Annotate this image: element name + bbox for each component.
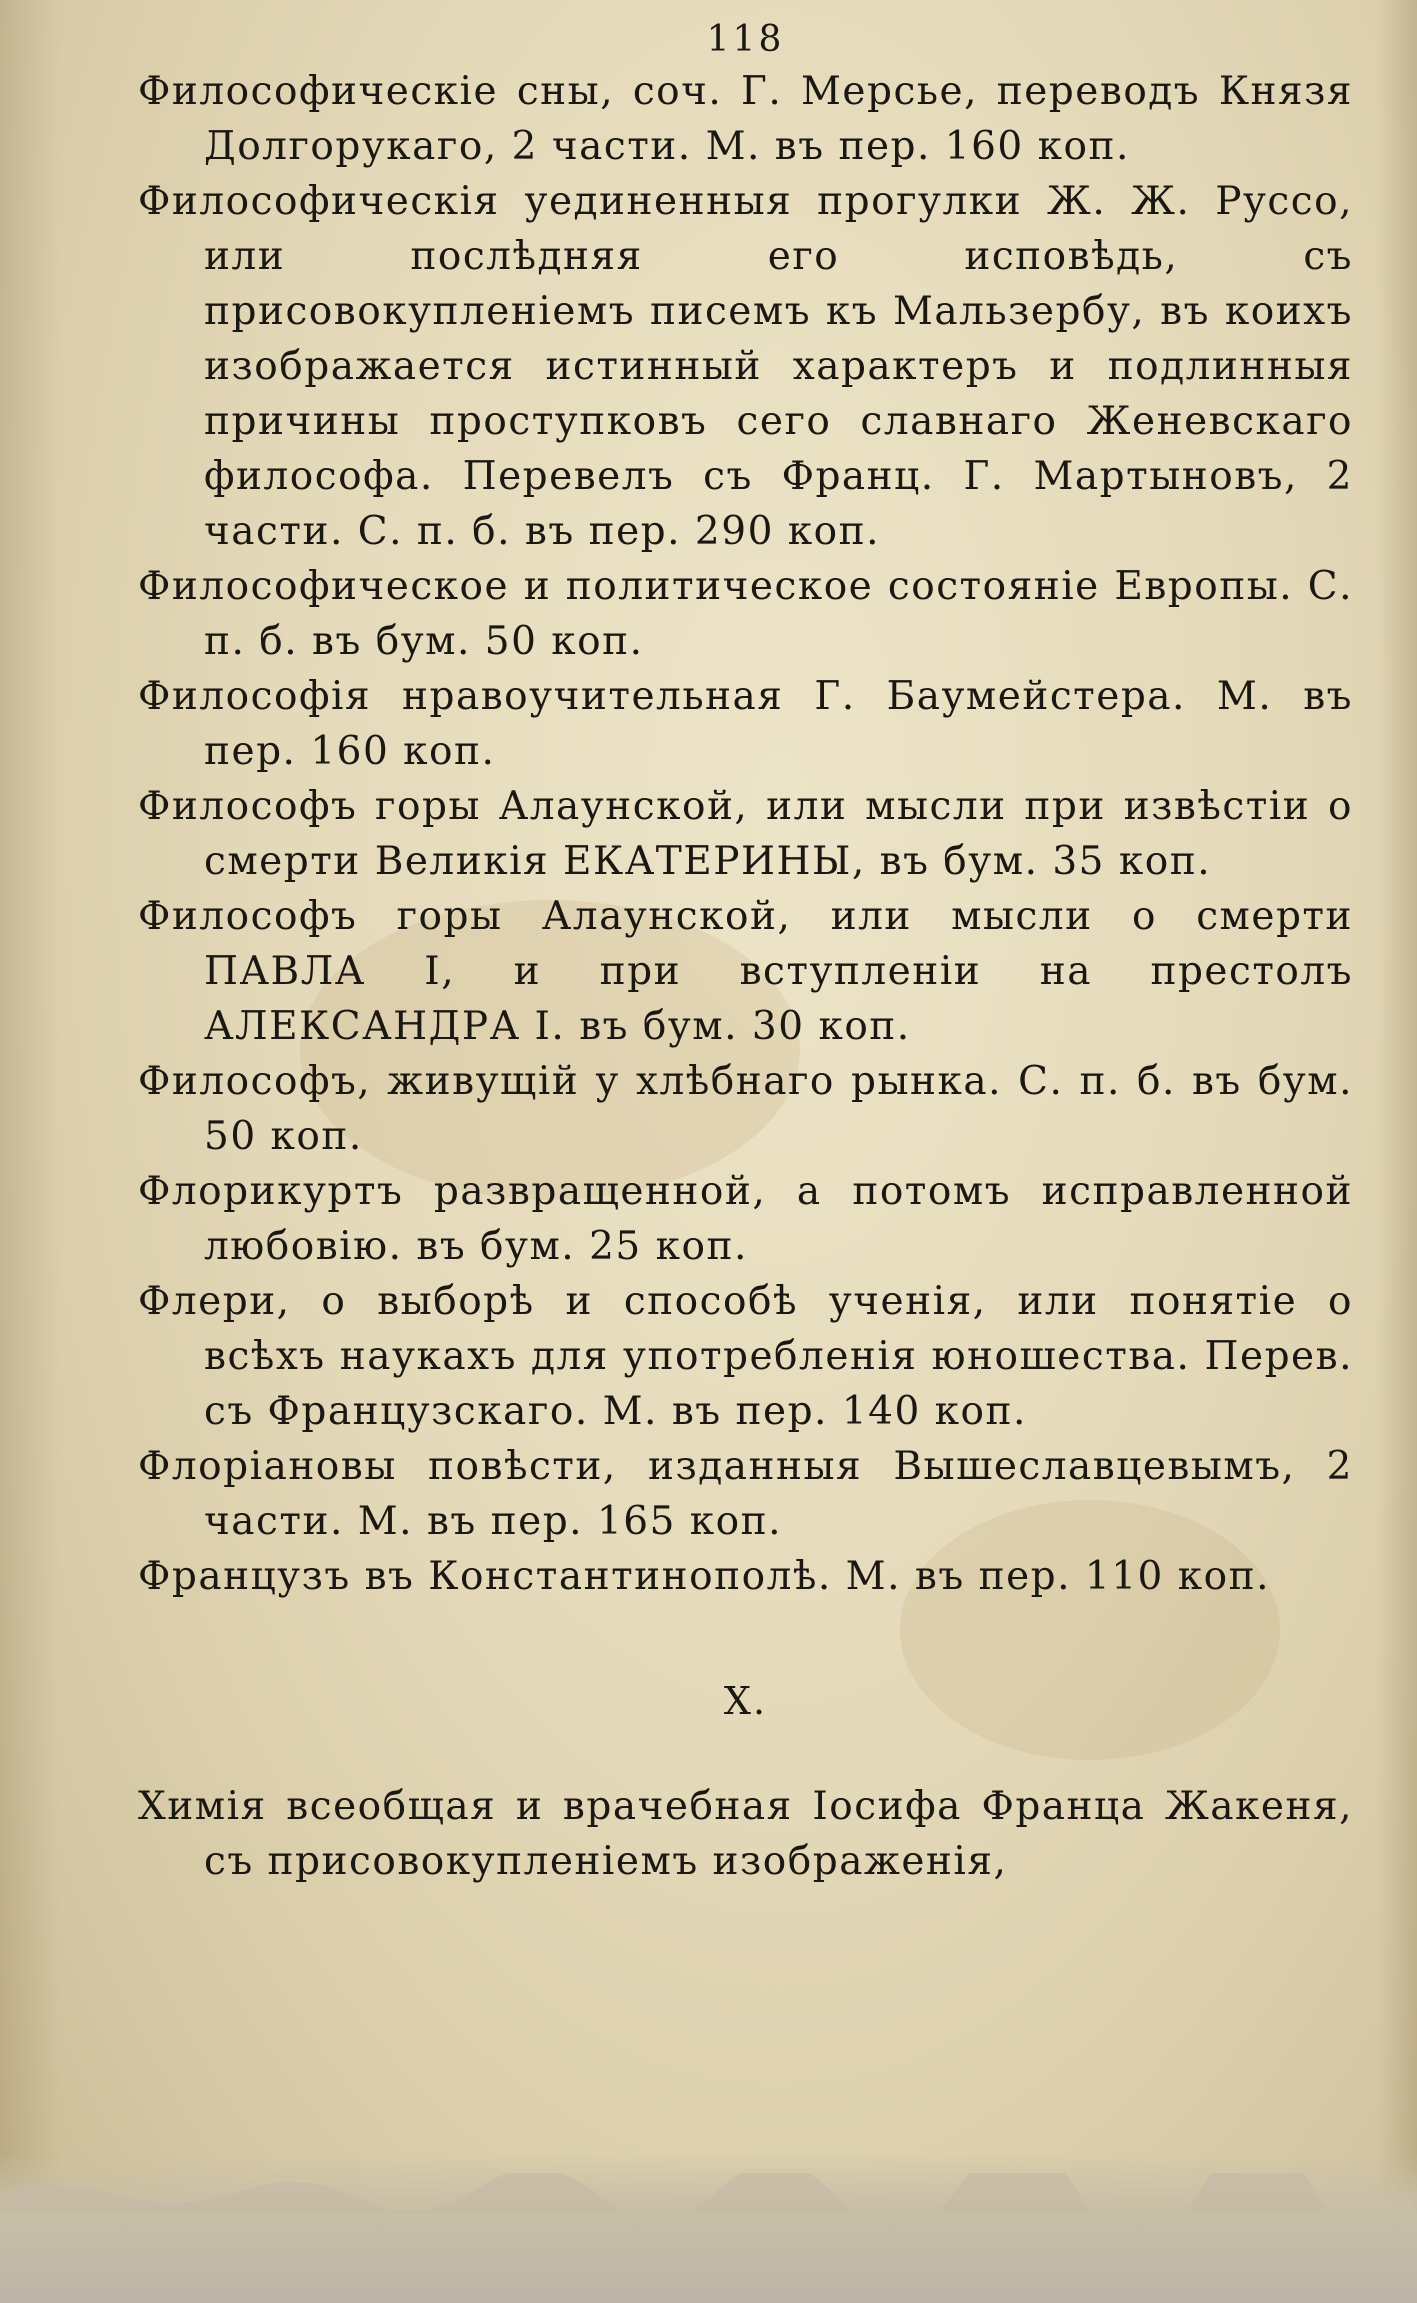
- catalog-entry: Философія нравоучительная Г. Баумейстера. М. въ пер. 160 коп.: [138, 674, 1353, 774]
- catalog-entry: Философическое и политическое состояніе Европы. С. п. б. въ бум. 50 коп.: [138, 564, 1353, 664]
- catalog-entry: Философическія уединенныя прогулки Ж. Ж. Руссо, или послѣдняя его исповѣдь, съ присовокупленіемъ писемъ къ Мальзербу, въ коихъ изображается истинный характеръ и подлинныя причины проступковъ сего славнаго Женевскаго философа. Перевелъ съ Франц. Г. Мартыновъ, 2 части. С. п. б. въ пер. 290 коп.: [138, 179, 1353, 554]
- catalog-entry: Философъ горы Алаунской, или мысли о смерти ПАВЛА I, и при вступленіи на престолъ АЛЕКСАНДРА I. въ бум. 30 коп.: [138, 894, 1353, 1049]
- page-number: 118: [706, 19, 785, 60]
- catalog-entry: Химія всеобщая и врачебная Іосифа Франца Жакеня, съ присовокупленіемъ изображенія,: [138, 1784, 1353, 1884]
- page-shadow-left: [0, 0, 60, 2303]
- catalog-entry: Философъ, живущій у хлѣбнаго рынка. С. п. б. въ бум. 50 коп.: [138, 1059, 1353, 1159]
- catalog-entry: Флоріановы повѣсти, изданныя Вышеславцевымъ, 2 части. М. въ пер. 165 коп.: [138, 1444, 1353, 1544]
- section-heading: Х.: [723, 1679, 768, 1723]
- torn-edge-shape: [0, 2173, 1417, 2213]
- catalog-entry: Философъ горы Алаунской, или мысли при извѣстіи о смерти Великія ЕКАТЕРИНЫ, въ бум. 35 коп.: [138, 784, 1353, 884]
- catalog-entry: Философическіе сны, соч. Г. Мерсье, переводъ Князя Долгорукаго, 2 части. М. въ пер. 160 коп.: [138, 69, 1353, 169]
- catalog-entry: Флери, о выборѣ и способѣ ученія, или понятіе о всѣхъ наукахъ для употребленія юношества. Перев. съ Французскаго. М. въ пер. 140 коп.: [138, 1279, 1353, 1434]
- page-text: [138, 18, 1353, 1889]
- catalog-entry: Флорикуртъ развращенной, а потомъ исправленной любовію. въ бум. 25 коп.: [138, 1169, 1353, 1269]
- catalog-entry: Французъ въ Константинополѣ. М. въ пер. 110 коп.: [138, 1554, 1270, 1599]
- page-shadow-right: [1377, 0, 1417, 2303]
